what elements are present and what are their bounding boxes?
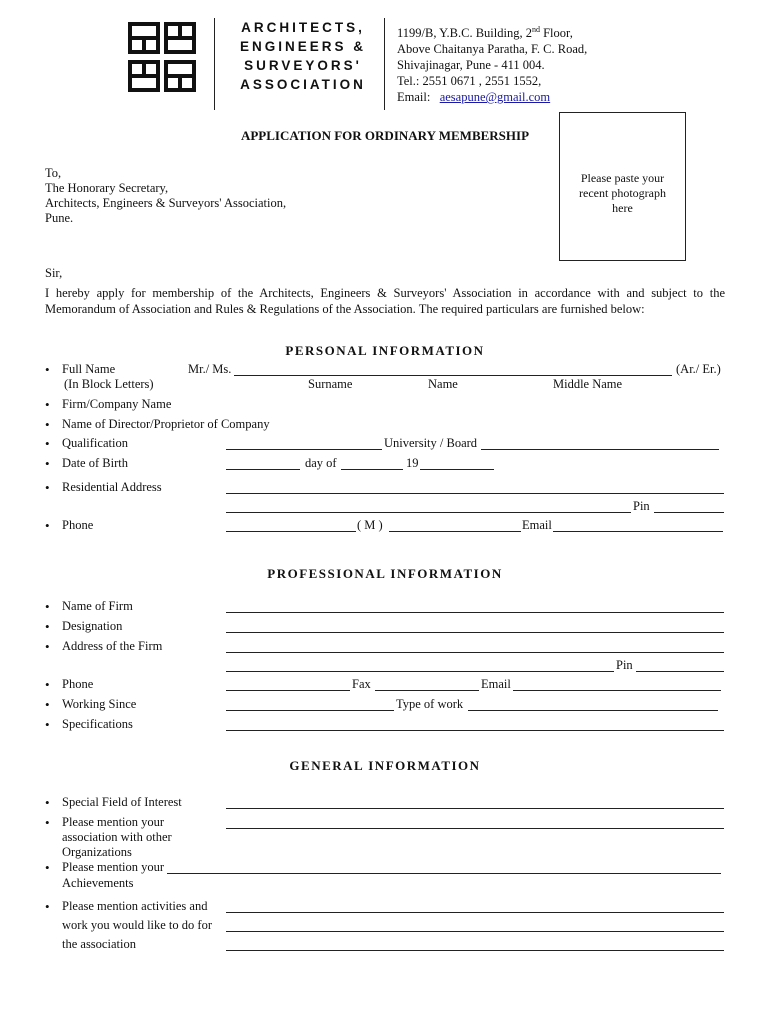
org-line-2: ENGINEERS & <box>239 39 367 54</box>
associations-field[interactable] <box>226 828 724 829</box>
year-prefix: 19 <box>406 456 419 470</box>
intro-paragraph: I hereby apply for membership of the Architects, Engineers & Surveyors' Association in accordance with and subject to the Memorandum of Association and Rules & Regulations of the Association. The required particulars are furnished below: <box>45 286 725 316</box>
achievements-label-1: • Please mention your <box>62 860 164 875</box>
header-divider-right <box>384 18 385 110</box>
firm-address-field-1[interactable] <box>226 652 724 653</box>
full-name-field[interactable] <box>234 375 672 376</box>
recipient-line-4: Pune. <box>45 211 74 225</box>
full-name-label: • Full Name <box>62 362 115 377</box>
qualification-label: • Qualification <box>62 436 128 451</box>
firm-name-field[interactable] <box>226 612 724 613</box>
associations-label-1: • Please mention your <box>62 815 164 830</box>
dob-day-field[interactable] <box>226 469 300 470</box>
firm-name-label: • Name of Firm <box>62 599 133 614</box>
type-of-work-field[interactable] <box>468 710 718 711</box>
address-text: 1199/B, Y.B.C. Building, 2 <box>397 26 532 41</box>
qualification-field[interactable] <box>226 449 382 450</box>
firm-phone-label: • Phone <box>62 677 93 692</box>
residential-field-2[interactable] <box>226 512 631 513</box>
association-name <box>228 18 378 94</box>
activities-field-3[interactable] <box>226 950 724 951</box>
personal-email-label: Email <box>522 518 552 532</box>
university-field[interactable] <box>481 449 719 450</box>
firm-address-field-2[interactable] <box>226 671 614 672</box>
activities-field-2[interactable] <box>226 931 724 932</box>
residential-pin-label: Pin <box>633 499 650 513</box>
director-label: • Name of Director/Proprietor of Company <box>62 417 270 432</box>
dob-label: • Date of Birth <box>62 456 128 471</box>
surname-caption: Surname <box>308 377 353 391</box>
mobile-field[interactable] <box>389 531 521 532</box>
residential-field-1[interactable] <box>226 493 724 494</box>
associations-label-2: association with other <box>62 830 172 844</box>
designation-label: • Designation <box>62 619 122 634</box>
address-sup: nd <box>531 25 540 34</box>
firm-email-label: Email <box>481 677 511 691</box>
email-line <box>397 89 587 105</box>
address-line-2: Above Chaitanya Paratha, F. C. Road, <box>397 42 588 57</box>
personal-heading: PERSONAL INFORMATION <box>285 343 485 358</box>
recipient-line-2: The Honorary Secretary, <box>45 181 169 195</box>
firm-pin-field[interactable] <box>636 671 724 672</box>
firm-email-field[interactable] <box>513 690 721 691</box>
aesa-logo <box>128 22 196 92</box>
mr-ms-label: Mr./ Ms. <box>188 362 232 376</box>
firm-address-label: • Address of the Firm <box>62 639 162 654</box>
designation-field[interactable] <box>226 632 724 633</box>
photo-box <box>559 112 686 261</box>
general-heading: GENERAL INFORMATION <box>289 758 481 773</box>
university-label: University / Board <box>384 436 478 450</box>
phone-field[interactable] <box>226 531 356 532</box>
residential-label: • Residential Address <box>62 480 162 495</box>
achievements-label-2: Achievements <box>62 876 134 890</box>
address-end: Floor, <box>539 26 573 41</box>
working-since-field[interactable] <box>226 710 394 711</box>
mobile-label: ( M ) <box>357 518 383 532</box>
name-caption: Name <box>428 377 458 391</box>
block-letters-note: (In Block Letters) <box>64 377 154 391</box>
associations-label-3: Organizations <box>62 845 132 859</box>
dob-year-field[interactable] <box>420 469 494 470</box>
activities-label-1: • Please mention activities and <box>62 899 207 914</box>
recipient-line-3: Architects, Engineers & Surveyors' Association, <box>45 196 287 210</box>
email-link[interactable]: aesapune@gmail.com <box>439 90 551 105</box>
phone-label: • Phone <box>62 518 93 533</box>
type-of-work-label: Type of work <box>396 697 464 711</box>
day-of-label: day of <box>305 456 337 470</box>
recipient-block <box>45 166 286 226</box>
special-field-label: • Special Field of Interest <box>62 795 182 810</box>
fax-label: Fax <box>352 677 371 691</box>
activities-label-2: work you would like to do for <box>62 918 212 932</box>
ar-er-label: (Ar./ Er.) <box>676 362 721 376</box>
firm-pin-label: Pin <box>616 658 633 672</box>
middle-name-caption: Middle Name <box>553 377 623 391</box>
firm-label: • Firm/Company Name <box>62 397 171 412</box>
residential-pin-field[interactable] <box>654 512 724 513</box>
dob-month-field[interactable] <box>341 469 403 470</box>
email-label: Email: <box>397 90 431 105</box>
professional-heading: PROFESSIONAL INFORMATION <box>267 566 503 581</box>
telephone: Tel.: 2551 0671 , 2551 1552, <box>397 74 542 89</box>
personal-email-field[interactable] <box>553 531 723 532</box>
header-divider-left <box>214 18 215 110</box>
photo-instruction: Please paste your recent photograph here <box>579 171 666 215</box>
activities-field-1[interactable] <box>226 912 724 913</box>
org-line-4: ASSOCIATION <box>240 77 366 92</box>
specifications-label: • Specifications <box>62 717 133 732</box>
form-title: APPLICATION FOR ORDINARY MEMBERSHIP <box>240 128 530 143</box>
salutation: Sir, <box>45 266 63 280</box>
activities-label-3: the association <box>62 937 136 951</box>
org-line-3: SURVEYORS' <box>244 58 362 73</box>
firm-phone-field[interactable] <box>226 690 350 691</box>
recipient-line-1: To, <box>45 166 62 180</box>
association-address <box>397 22 587 105</box>
fax-field[interactable] <box>375 690 479 691</box>
address-line-3: Shivajinagar, Pune - 411 004. <box>397 58 545 73</box>
org-line-1: ARCHITECTS, <box>241 20 365 35</box>
specifications-field[interactable] <box>226 730 724 731</box>
working-since-label: • Working Since <box>62 697 136 712</box>
achievements-field[interactable] <box>167 873 721 874</box>
address-line-1 <box>397 22 587 41</box>
special-field-input[interactable] <box>226 808 724 809</box>
